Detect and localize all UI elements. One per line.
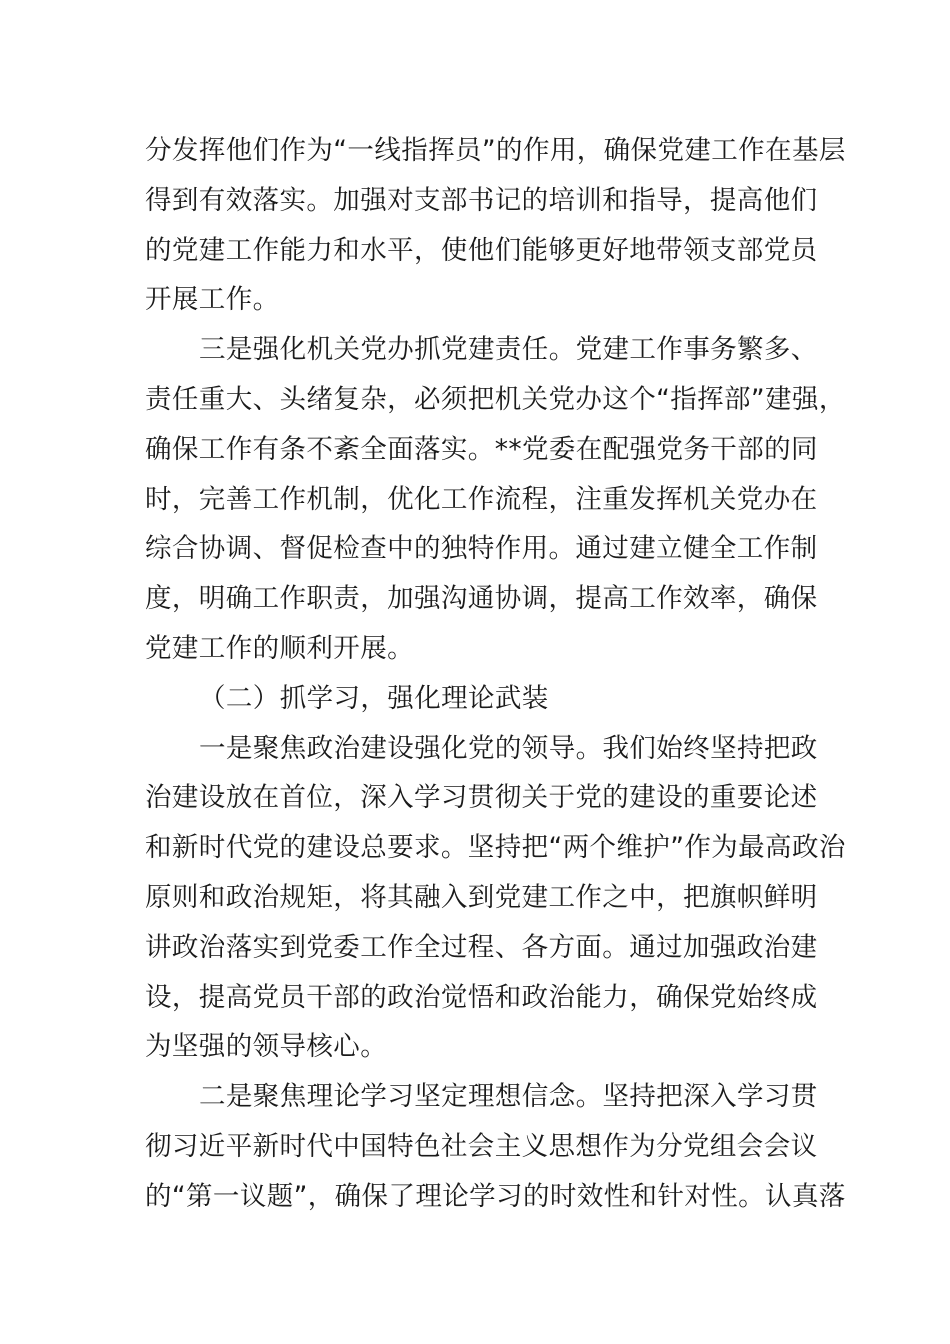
paragraph-theory-study — [145, 1072, 846, 1221]
text-line: 讲政治落实到党委工作全过程、各方面。通过加强政治建 — [145, 931, 818, 963]
text-line: 彻习近平新时代中国特色社会主义思想作为分党组会会议 — [145, 1130, 818, 1162]
text-line: 治建设放在首位，深入学习贯彻关于党的建设的重要论述 — [145, 782, 818, 814]
text-line: 党建工作的顺利开展。 — [145, 632, 414, 664]
text-line: 时，完善工作机制，优化工作流程，注重发挥机关党办在 — [145, 483, 818, 515]
text-line: 和新时代党的建设总要求。坚持把“两个维护”作为最高政治 — [145, 832, 846, 864]
text-line: 开展工作。 — [145, 284, 280, 316]
text-line: 二是聚焦理论学习坚定理想信念。坚持把深入学习贯 — [199, 1081, 818, 1113]
paragraph-political-construction — [145, 724, 846, 1073]
text-line: 分发挥他们作为“一线指挥员”的作用，确保党建工作在基层 — [145, 135, 846, 166]
section-heading — [145, 674, 807, 724]
text-line: 的“第一议题”，确保了理论学习的时效性和针对性。认真落 — [145, 1180, 846, 1212]
text-line: 综合协调、督促检查中的独特作用。通过建立健全工作制 — [145, 533, 818, 565]
text-line: 度，明确工作职责，加强沟通协调，提高工作效率，确保 — [145, 583, 818, 615]
text-line: 为坚强的领导核心。 — [145, 1031, 388, 1063]
text-line: 得到有效落实。加强对支部书记的培训和指导，提高他们 — [145, 184, 818, 216]
section-heading-text: （二）抓学习，强化理论武装 — [199, 682, 549, 714]
text-line: 的党建工作能力和水平，使他们能够更好地带领支部党员 — [145, 234, 818, 266]
paragraph-continuation — [145, 126, 846, 325]
text-line: 设，提高党员干部的政治觉悟和政治能力，确保党始终成 — [145, 981, 818, 1013]
text-line: 三是强化机关党办抓党建责任。党建工作事务繁多、 — [199, 334, 818, 366]
document-body — [145, 126, 846, 1222]
text-line: 一是聚焦政治建设强化党的领导。我们始终坚持把政 — [199, 732, 818, 764]
text-line: 原则和政治规矩，将其融入到党建工作之中，把旗帜鲜明 — [145, 881, 818, 913]
paragraph-party-office-responsibility — [145, 325, 846, 674]
text-line: 确保工作有条不紊全面落实。**党委在配强党务干部的同 — [145, 433, 818, 465]
text-line: 责任重大、头绪复杂，必须把机关党办这个“指挥部”建强， — [145, 383, 846, 415]
